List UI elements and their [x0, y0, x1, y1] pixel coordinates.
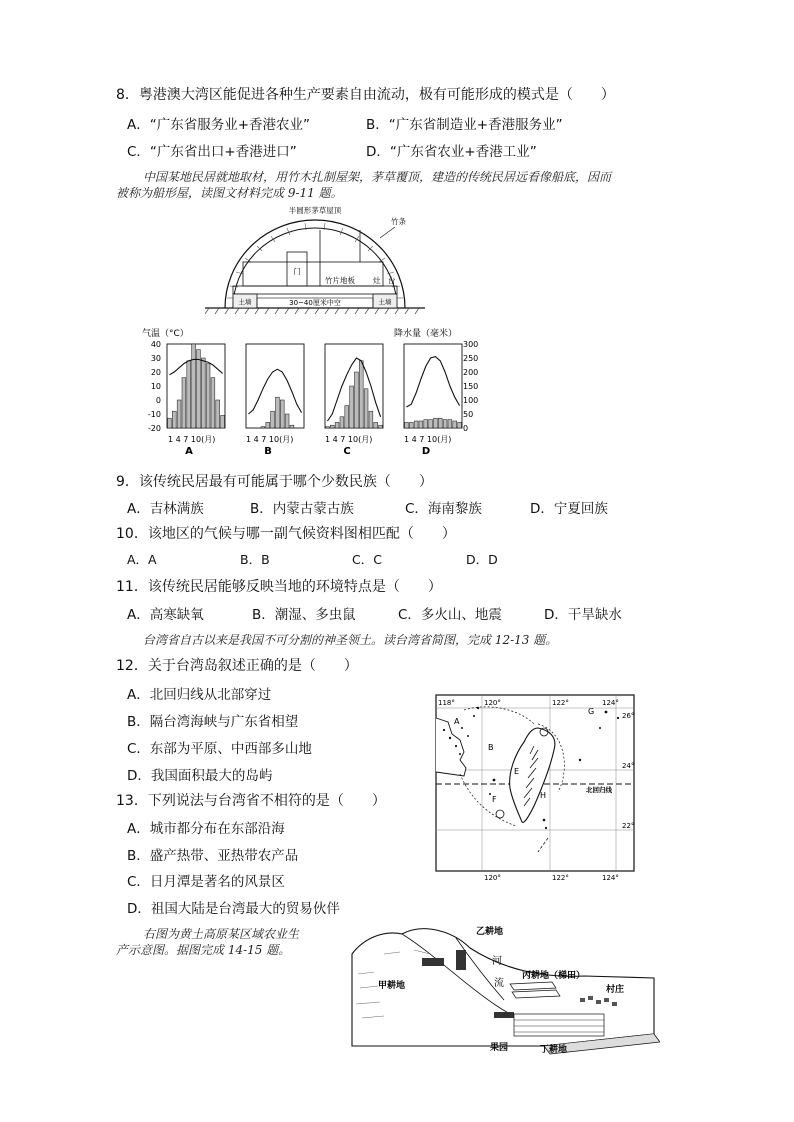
ding-field-label: 丁耕地 — [540, 1045, 568, 1055]
bamboo-label: 竹条 — [391, 217, 406, 226]
precip-bar-C-10 — [369, 411, 373, 428]
q8-option-d: D．“广东省农业+香港工业” — [366, 144, 537, 160]
precip-tick: 100 — [463, 396, 479, 405]
q13-option-c: C．日月潭是著名的风景区 — [127, 874, 285, 890]
point-h: H — [540, 791, 547, 800]
precip-bar-A-12 — [221, 415, 225, 428]
temp-tick: 0 — [155, 396, 161, 405]
precip-bar-C-6 — [350, 386, 354, 428]
point-g: G — [588, 707, 595, 716]
month-ticks-b: 1 4 7 10(月) — [246, 435, 294, 444]
temp-tick: -20 — [147, 424, 161, 433]
intro-14-15-line1: 右图为黄土高原某区域农业生 — [143, 927, 300, 941]
precip-bar-C-8 — [359, 361, 363, 428]
q11-option-a: A．高寒缺氧 — [127, 607, 204, 623]
precip-bar-B-9 — [285, 414, 289, 428]
climate-charts — [140, 326, 500, 460]
intro-9-11-line1: 中国某地民居就地取材，用竹木扎制屋架，茅草覆顶，建造的传统民居远看像船底，因而 — [143, 170, 612, 184]
precip-bar-A-11 — [216, 400, 220, 428]
lat-26-label: 26° — [622, 712, 635, 720]
month-ticks-d: 1 4 7 10(月) — [404, 435, 452, 444]
temp-tick: -10 — [147, 410, 161, 419]
intro-14-15-line2: 产示意图。据图完成 14-15 题。 — [116, 943, 291, 957]
q8-stem: 8．粤港澳大湾区能促进各种生产要素自由流动，极有可能形成的模式是（ ） — [116, 87, 615, 103]
q11-option-d: D．干旱缺水 — [544, 607, 622, 623]
precip-bar-D-11 — [453, 421, 457, 428]
precip-bar-B-6 — [271, 411, 275, 428]
q8-option-b: B．“广东省制造业+香港服务业” — [366, 117, 563, 133]
q11-option-b: B．潮湿、多虫鼠 — [252, 607, 356, 623]
precip-tick: 250 — [463, 354, 479, 363]
temp-tick: 20 — [150, 368, 161, 377]
stove-label-1: 灶 — [373, 276, 381, 285]
precip-tick: 150 — [463, 382, 479, 391]
bing-field-label: 丙耕地（梯田） — [522, 971, 586, 981]
q9-option-b: B．内蒙古蒙古族 — [250, 501, 354, 517]
point-e: E — [514, 767, 520, 776]
precip-tick: 0 — [463, 424, 469, 433]
q9-option-a: A．吉林满族 — [127, 501, 204, 517]
precip-bar-D-9 — [443, 420, 447, 428]
precip-tick: 200 — [463, 368, 479, 377]
taiwan-map — [430, 688, 642, 883]
precip-bar-B-4 — [261, 427, 265, 428]
lon-124-bottom-label: 124° — [602, 874, 619, 882]
q11-option-c: C．多火山、地震 — [398, 607, 502, 623]
point-f: F — [492, 795, 497, 804]
point-a: A — [454, 717, 460, 726]
climate-panel-frame — [325, 344, 383, 428]
q10-option-d: D．D — [466, 552, 498, 567]
panel-label-d: D — [421, 446, 431, 457]
q13-option-d: D．祖国大陆是台湾最大的贸易伙伴 — [127, 901, 340, 917]
river-label-1: 河 — [492, 956, 502, 967]
q11-stem: 11．该传统民居能够反映当地的环境特点是（ ） — [116, 579, 442, 595]
q13-option-a: A．城市都分布在东部沿海 — [127, 821, 285, 837]
panel-label-a: A — [185, 446, 193, 457]
precip-bar-D-4 — [419, 421, 423, 428]
precip-bar-A-5 — [187, 361, 191, 428]
wall-left-label: 土墙 — [238, 298, 252, 306]
lon-122-bottom-label: 122° — [552, 874, 569, 882]
precip-bar-A-4 — [182, 378, 186, 428]
precip-bar-C-9 — [364, 389, 368, 428]
precip-bar-A-10 — [211, 378, 215, 428]
precip-bar-A-7 — [197, 350, 201, 428]
q9-stem: 9．该传统民居最有可能属于哪个少数民族（ ） — [116, 474, 433, 490]
q9-option-d: D．宁夏回族 — [530, 501, 608, 517]
precip-tick: 300 — [463, 340, 479, 349]
precip-bar-A-2 — [172, 411, 176, 428]
lon-120-bottom-label: 120° — [484, 874, 501, 882]
precip-bar-A-3 — [177, 400, 181, 428]
precip-bar-C-1 — [326, 427, 330, 428]
temp-tick: 30 — [150, 354, 161, 363]
precip-bar-D-10 — [448, 420, 452, 428]
precip-bar-B-8 — [280, 400, 284, 428]
precip-bar-D-1 — [405, 422, 409, 428]
void-label: 30~40厘米中空 — [289, 299, 341, 307]
door-label: 门 — [293, 267, 301, 276]
tropic-label: 北回归线 — [586, 786, 612, 794]
yi-field-label: 乙耕地 — [476, 927, 504, 937]
q10-option-a: A．A — [127, 552, 157, 567]
precip-bar-A-8 — [201, 358, 205, 428]
orchard-label: 果园 — [490, 1043, 509, 1053]
precip-bar-D-6 — [429, 420, 433, 428]
q12-stem: 12．关于台湾岛叙述正确的是（ ） — [116, 658, 358, 674]
temp-axis-title: 气温（°C） — [142, 329, 189, 339]
precip-bar-D-2 — [409, 422, 413, 428]
precip-bar-C-2 — [330, 425, 334, 428]
temp-line-D — [406, 357, 459, 407]
wall-right-label: 土墙 — [378, 298, 392, 306]
floor-label: 竹片地板 — [325, 276, 355, 285]
q8-option-c: C．“广东省出口+香港进口” — [127, 144, 297, 160]
jia-field-label: 甲耕地 — [378, 981, 406, 991]
q12-option-b: B．隔台湾海峡与广东省相望 — [127, 714, 299, 730]
precip-bar-C-5 — [345, 406, 349, 428]
precip-bar-C-7 — [355, 372, 359, 428]
precip-tick: 50 — [463, 410, 474, 419]
roof-label: 半圆形茅草屋顶 — [288, 206, 342, 215]
q8-option-a: A．“广东省服务业+香港农业” — [127, 117, 311, 133]
q12-option-d: D．我国面积最大的岛屿 — [127, 768, 273, 784]
lon-118-label: 118° — [438, 699, 455, 707]
month-ticks-c: 1 4 7 10(月) — [325, 435, 373, 444]
precip-bar-D-5 — [424, 420, 428, 428]
q9-option-c: C．海南黎族 — [405, 501, 482, 517]
climate-panel-frame — [246, 344, 304, 428]
month-ticks-a: 1 4 7 10(月) — [168, 435, 216, 444]
lat-24-label: 24° — [622, 762, 635, 770]
precip-bar-D-3 — [414, 421, 418, 428]
precip-bar-B-10 — [290, 425, 294, 428]
temp-line-A — [169, 359, 222, 374]
lon-122-top-label: 122° — [552, 699, 569, 707]
panel-label-b: B — [264, 446, 272, 457]
precip-bar-D-12 — [458, 422, 462, 428]
precip-bar-D-8 — [438, 418, 442, 428]
panel-label-c: C — [343, 446, 351, 457]
climate-panel-frame — [404, 344, 462, 428]
precip-axis-title: 降水量（毫米） — [394, 329, 458, 339]
loess-plateau-diagram — [344, 914, 660, 1064]
river-label-2: 流 — [494, 978, 504, 989]
village-label: 村庄 — [606, 985, 625, 995]
boat-house-diagram — [205, 200, 425, 320]
q13-stem: 13．下列说法与台湾省不相符的是（ ） — [116, 793, 386, 809]
intro-12-13: 台湾省自古以来是我国不可分割的神圣领土。读台湾省简图，完成 12-13 题。 — [143, 633, 558, 647]
q10-stem: 10．该地区的气候与哪一副气候资料图相匹配（ ） — [116, 526, 456, 542]
precip-bar-A-6 — [192, 344, 196, 428]
intro-9-11-line2: 被称为船形屋，读图文材料完成 9-11 题。 — [116, 186, 343, 200]
temp-tick: 10 — [150, 382, 161, 391]
q10-option-c: C．C — [352, 552, 382, 567]
precip-bar-A-1 — [168, 418, 172, 428]
precip-bar-C-11 — [374, 422, 378, 428]
lon-124-top-label: 124° — [602, 699, 619, 707]
precip-bar-B-5 — [266, 422, 270, 428]
lon-120-top-label: 120° — [484, 699, 501, 707]
precip-bar-C-4 — [340, 417, 344, 428]
precip-bar-A-9 — [206, 364, 210, 428]
temp-line-B — [248, 369, 301, 414]
precip-bar-B-7 — [276, 397, 280, 428]
precip-bar-C-12 — [379, 425, 383, 428]
point-b: B — [488, 743, 494, 752]
q12-option-a: A．北回归线从北部穿过 — [127, 687, 272, 703]
q13-option-b: B．盛产热带、亚热带农产品 — [127, 848, 299, 864]
q12-option-c: C．东部为平原、中西部多山地 — [127, 741, 312, 757]
temp-tick: 40 — [150, 340, 161, 349]
lat-22-label: 22° — [622, 822, 635, 830]
precip-bar-C-3 — [335, 422, 339, 428]
q10-option-b: B．B — [240, 552, 270, 567]
stove-label-2: 台 — [388, 276, 396, 285]
precip-bar-D-7 — [434, 418, 438, 428]
